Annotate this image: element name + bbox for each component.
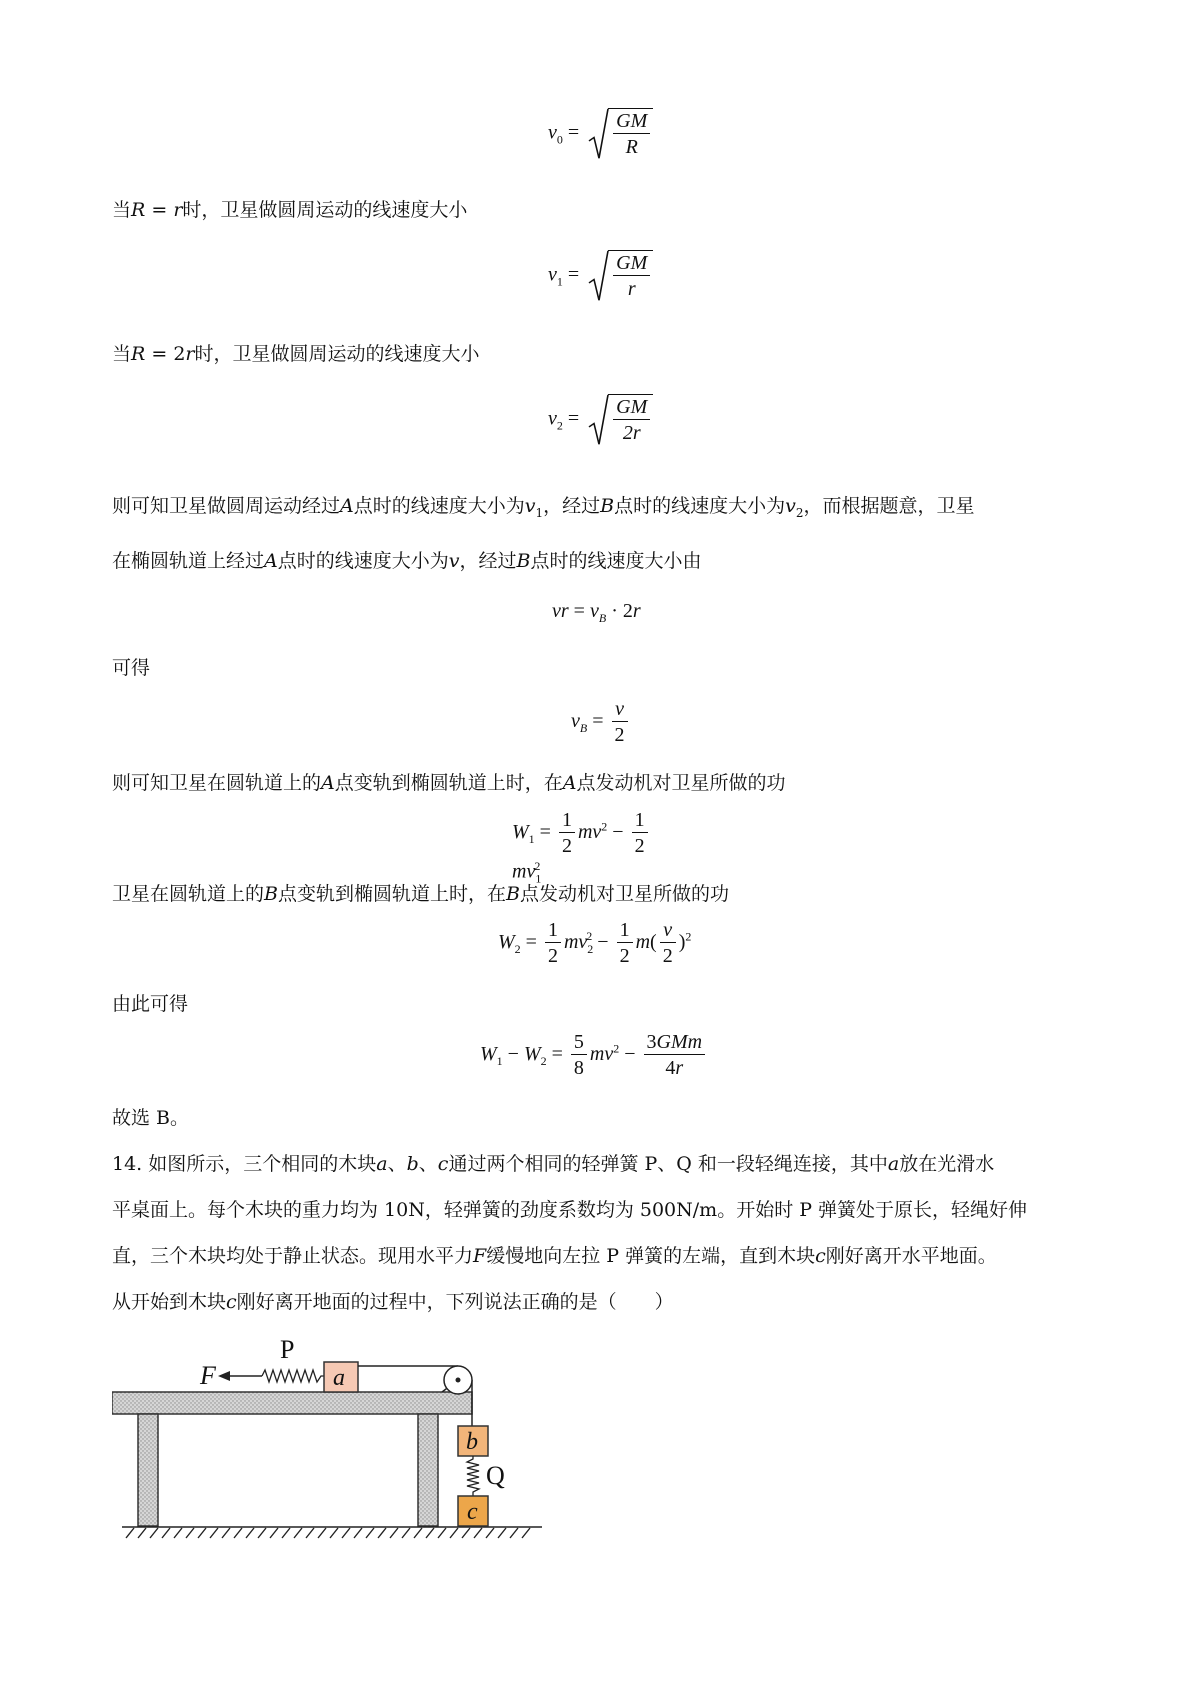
label-c: c (467, 1499, 478, 1525)
equation-W2: $W_2$ = $\frac{1}{2}$ $mv_2^2$ − $\frac{1}{2}$ m( $\frac{v}{2}$ )$^2$ (498, 919, 692, 967)
equation-vr: vr = $v_B \cdot 2r$ (552, 600, 641, 625)
text-line-1: 当R = r时，卫星做圆周运动的线速度大小 (112, 199, 468, 221)
equation-W1-minus-W2: $W_1 - W_2$ = $\frac{5}{8}$ $mv^2$ − $\frac{\text{3GMm}}{4r}$ (480, 1030, 708, 1081)
label-F: F (200, 1361, 216, 1390)
equation-W1: $W_1$ = $\frac{1}{2}$ $mv^2$ − $\frac{1}{2}$ $mv_1^2$ (512, 808, 679, 887)
equation-vB: $v_B$ = $\frac{v}{2}$ (571, 697, 631, 748)
label-Q: Q (486, 1461, 505, 1490)
label-a: a (333, 1365, 345, 1391)
equation-v1: $v_1$ = $\frac{GM}{r}$ (548, 250, 653, 302)
arrow-head-icon (218, 1371, 230, 1381)
text-line-4: 在椭圆轨道上经过A点时的线速度大小为v，经过B点时的线速度大小由 (112, 550, 702, 572)
text-kede: 可得 (112, 657, 151, 679)
table-top (112, 1392, 472, 1414)
text-line-5: 则可知卫星在圆轨道上的A点变轨到椭圆轨道上时，在A点发动机对卫星所做的功 (112, 772, 786, 794)
spring-block-figure (112, 1324, 552, 1564)
table-leg-right (418, 1414, 438, 1526)
text-youci: 由此可得 (112, 993, 189, 1015)
equation-v0: $v_0$ = $\frac{GM}{R}$ (548, 108, 653, 160)
equation-v2: $v_2$ = $\frac{GM}{2r}$ (548, 394, 653, 446)
table-leg-left (138, 1414, 158, 1526)
q14-line-4: 从开始到木块c刚好离开地面的过程中，下列说法正确的是（ ） (112, 1291, 674, 1313)
text-answer: 故选 B。 (112, 1107, 190, 1129)
q14-line-1: 14. 如图所示，三个相同的木块a、b、c通过两个相同的轻弹簧 P、Q 和一段轻绳连接，其中a放在光滑水 (112, 1153, 995, 1175)
label-P: P (280, 1335, 295, 1364)
text-line-2: 当R = 2r时，卫星做圆周运动的线速度大小 (112, 343, 480, 365)
q14-line-2: 平桌面上。每个木块的重力均为 10N，轻弹簧的劲度系数均为 500N/m。开始时 P 弹簧处于原长，轻绳好伸 (112, 1199, 1028, 1221)
text-line-6: 卫星在圆轨道上的B点变轨到椭圆轨道上时，在B点发动机对卫星所做的功 (112, 883, 729, 905)
ground (122, 1527, 542, 1538)
spring-Q (467, 1456, 479, 1496)
q14-line-3: 直，三个木块均处于静止状态。现用水平力F缓慢地向左拉 P 弹簧的左端，直到木块c刚好离开水平地面。 (112, 1245, 997, 1267)
spring-P (262, 1370, 324, 1382)
text-line-3: 则可知卫星做圆周运动经过A点时的线速度大小为$v_1$，经过B点时的线速度大小为$v_2$，而根据题意，卫星 (112, 495, 975, 520)
label-b: b (466, 1429, 478, 1455)
